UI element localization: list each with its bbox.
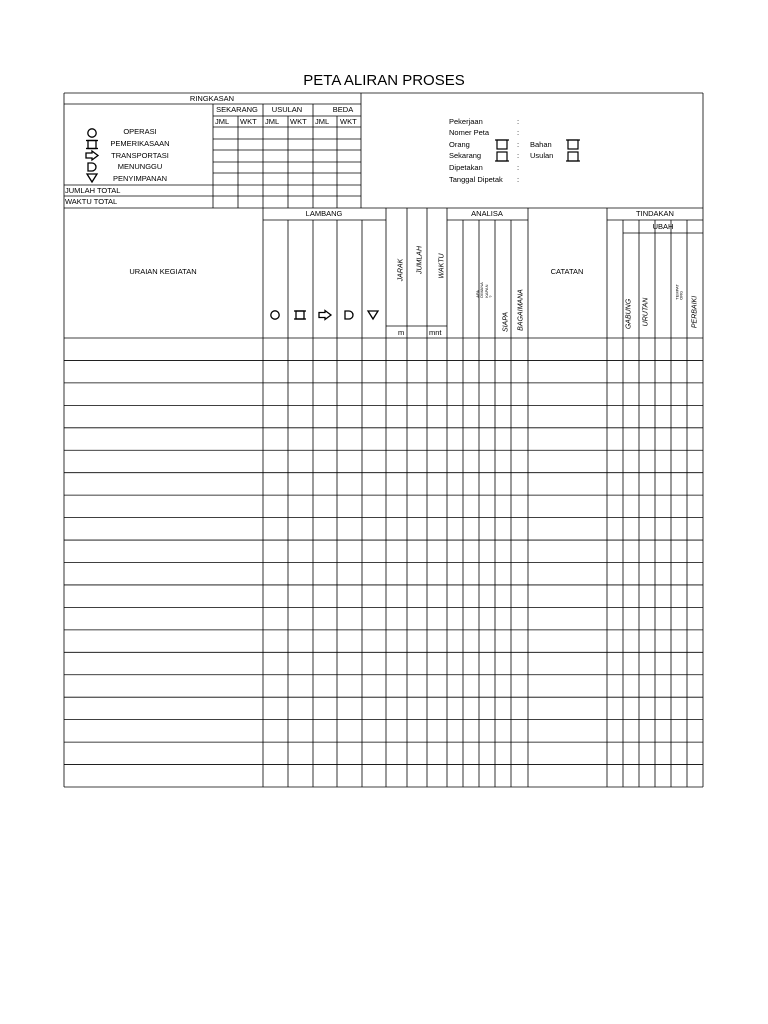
info-pekerjaan: Pekerjaan bbox=[449, 117, 483, 126]
delay-icon bbox=[88, 163, 96, 171]
tempat-org-header: TEMPAT ORG bbox=[674, 284, 684, 300]
operation-icon bbox=[271, 311, 279, 319]
group-sekarang: SEKARANG bbox=[216, 105, 258, 114]
checkbox-orang-sekarang[interactable] bbox=[495, 138, 509, 164]
jumlah-total-label: JUMLAH TOTAL bbox=[65, 186, 121, 195]
waktu-header: WAKTU bbox=[438, 253, 446, 279]
transport-icon bbox=[86, 151, 98, 160]
waktu-total-label: WAKTU TOTAL bbox=[65, 197, 118, 206]
delay-icon bbox=[345, 311, 353, 319]
jarak-header: JARAK bbox=[397, 258, 405, 282]
inspection-icon bbox=[294, 311, 306, 319]
subcol-jml-2: JML bbox=[265, 117, 280, 126]
info-orang: Orang bbox=[449, 140, 470, 149]
urutan-header: URUTAN bbox=[642, 297, 650, 327]
subcol-wkt-3: WKT bbox=[340, 117, 357, 126]
gabung-header: GABUNG bbox=[625, 298, 633, 330]
storage-icon bbox=[368, 311, 378, 319]
storage-icon bbox=[87, 174, 97, 182]
subcol-wkt-2: WKT bbox=[290, 117, 307, 126]
info-colon: : bbox=[517, 128, 520, 137]
legend-pemeriksaan: PEMERIKASAAN bbox=[110, 139, 170, 148]
page-title: PETA ALIRAN PROSES bbox=[303, 72, 465, 89]
info-usulan: Usulan bbox=[530, 151, 554, 160]
legend-penyimpanan: PENYIMPANAN bbox=[112, 174, 168, 183]
unit-mnt: mnt bbox=[429, 328, 442, 337]
analisa-small-text: APA DIMANA KAPAN ? bbox=[475, 282, 494, 298]
tindakan-header: TINDAKAN bbox=[636, 209, 674, 218]
info-colon: : bbox=[517, 140, 520, 149]
info-colon: : bbox=[517, 175, 520, 184]
info-bahan: Bahan bbox=[530, 140, 552, 149]
info-colon: : bbox=[517, 163, 520, 172]
info-colon: : bbox=[517, 151, 520, 160]
group-beda: BEDA bbox=[332, 105, 354, 114]
checkbox-bahan-usulan[interactable] bbox=[566, 138, 580, 164]
operation-icon bbox=[88, 129, 96, 137]
info-colon: : bbox=[517, 117, 520, 126]
jumlah-header: JUMLAH bbox=[416, 245, 424, 275]
ubah-header: UBAH bbox=[652, 222, 674, 231]
info-dipetakan: Dipetakan bbox=[449, 163, 483, 172]
siapa-header: SIAPA bbox=[502, 311, 510, 333]
legend-symbols bbox=[82, 127, 102, 184]
perbaiki-header: PERBAIKI bbox=[691, 295, 699, 329]
ringkasan-heading: RINGKASAN bbox=[189, 94, 235, 103]
info-tanggal: Tanggal Dipetak bbox=[449, 175, 503, 184]
lambang-header: LAMBANG bbox=[305, 209, 343, 218]
analisa-header: ANALISA bbox=[471, 209, 503, 218]
catatan-header: CATATAN bbox=[550, 267, 584, 276]
unit-m: m bbox=[398, 328, 405, 337]
legend-menunggu: MENUNGGU bbox=[117, 162, 163, 171]
uraian-kegiatan-header: URAIAN KEGIATAN bbox=[129, 267, 197, 276]
bagaimana-header: BAGAIMANA bbox=[517, 289, 525, 331]
legend-transportasi: TRANSPORTASI bbox=[111, 151, 169, 160]
subcol-jml-1: JML bbox=[215, 117, 230, 126]
info-nomer-peta: Nomer Peta bbox=[449, 128, 490, 137]
info-sekarang: Sekarang bbox=[449, 151, 482, 160]
inspection-icon bbox=[86, 141, 98, 149]
lambang-symbols bbox=[263, 305, 387, 325]
transport-icon bbox=[319, 311, 331, 320]
legend-operasi: OPERASI bbox=[123, 127, 157, 136]
group-usulan: USULAN bbox=[271, 105, 303, 114]
subcol-wkt-1: WKT bbox=[240, 117, 257, 126]
subcol-jml-3: JML bbox=[315, 117, 330, 126]
